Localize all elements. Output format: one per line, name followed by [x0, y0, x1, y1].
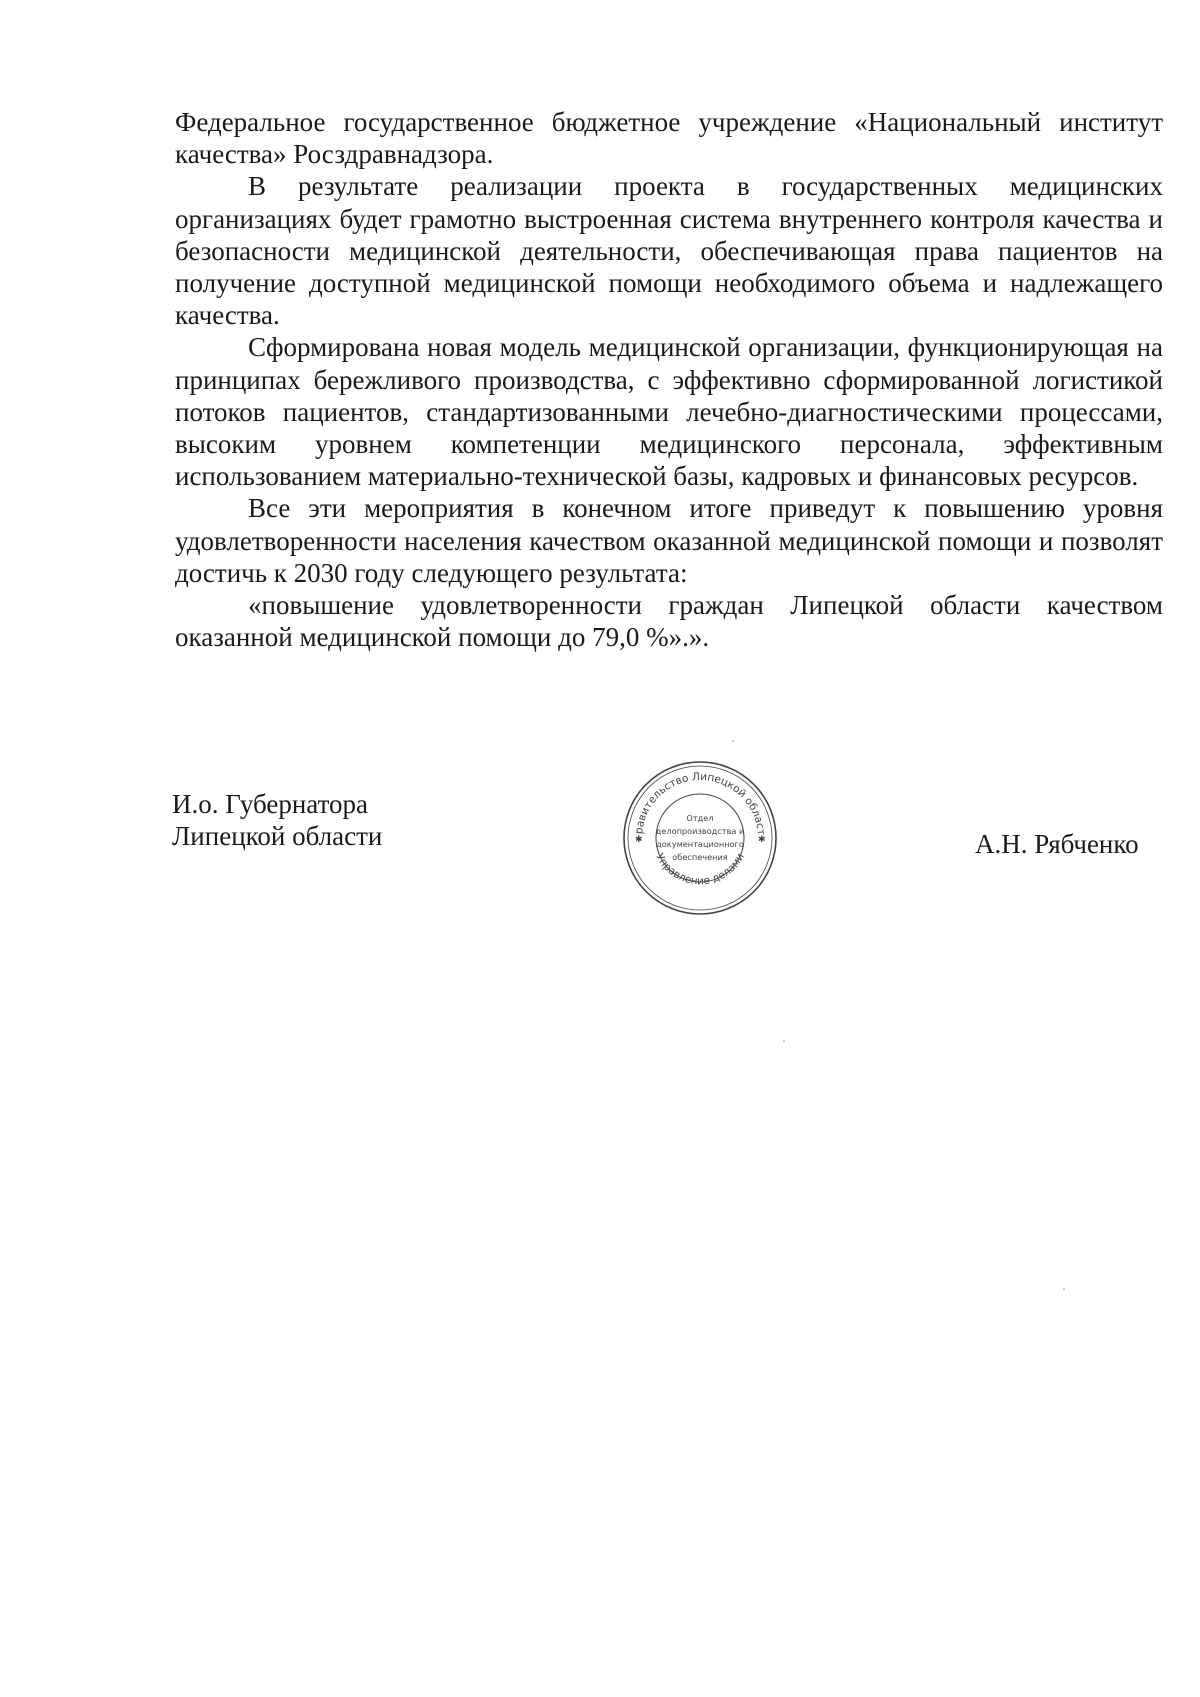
scan-speck — [1063, 1288, 1065, 1290]
signatory-position — [172, 788, 382, 852]
signatory-position-line-1: И.о. Губернатора — [172, 789, 369, 819]
stamp-inner-line-3: документационного — [656, 839, 744, 849]
paragraph-2: В результате реализации проекта в государственных медицинских организациях будет грамотно выстроенная система внутреннего контроля качества и безопасности медицинской деятельности, обеспечивающая права пациентов на получение доступной медицинской помощи необходимого объема и надлежащего качества. — [175, 171, 1163, 331]
paragraph-3: Сформирована новая модель медицинской организации, функционирующая на принципах бережливого производства, с эффективно сформированной логистикой потоков пациентов, стандартизованными лечебно-диагностическими процессами, высоким уровнем компетенции медицинского персонала, эффективным использованием материально-технической базы, кадровых и финансовых ресурсов. — [175, 332, 1163, 492]
signatory-position-line-2: Липецкой области — [172, 821, 383, 851]
scan-speck — [783, 1040, 785, 1042]
signatory-name: А.Н. Рябченко — [975, 829, 1139, 859]
paragraph-5: «повышение удовлетворенности граждан Липецкой области качеством оказанной медицинской помощи до 79,0 %».». — [175, 590, 1163, 653]
stamp-outer-top-text: равительство Липецкой област — [633, 770, 767, 836]
official-stamp — [620, 758, 780, 918]
paragraph-4: Все эти мероприятия в конечном итоге приведут к повышению уровня удовлетворенности населения качеством оказанной медицинской помощи и позволят достичь к 2030 году следующего результата: — [175, 493, 1163, 588]
stamp-star-left-icon: ✱ — [635, 835, 643, 845]
document-body — [175, 106, 1163, 653]
paragraph-1: Федеральное государственное бюджетное учреждение «Национальный институт качества» Росздравнадзора. — [175, 107, 1163, 170]
scan-speck — [732, 740, 734, 742]
stamp-inner-line-4: обеспечения — [672, 852, 728, 862]
stamp-inner-line-1: Отдел — [686, 813, 714, 823]
stamp-outer-bottom-text: Управление делами — [653, 851, 747, 888]
stamp-star-right-icon: ✱ — [758, 835, 766, 845]
stamp-graphic — [620, 758, 780, 918]
stamp-inner-line-2: делопроизводства и — [655, 826, 745, 836]
